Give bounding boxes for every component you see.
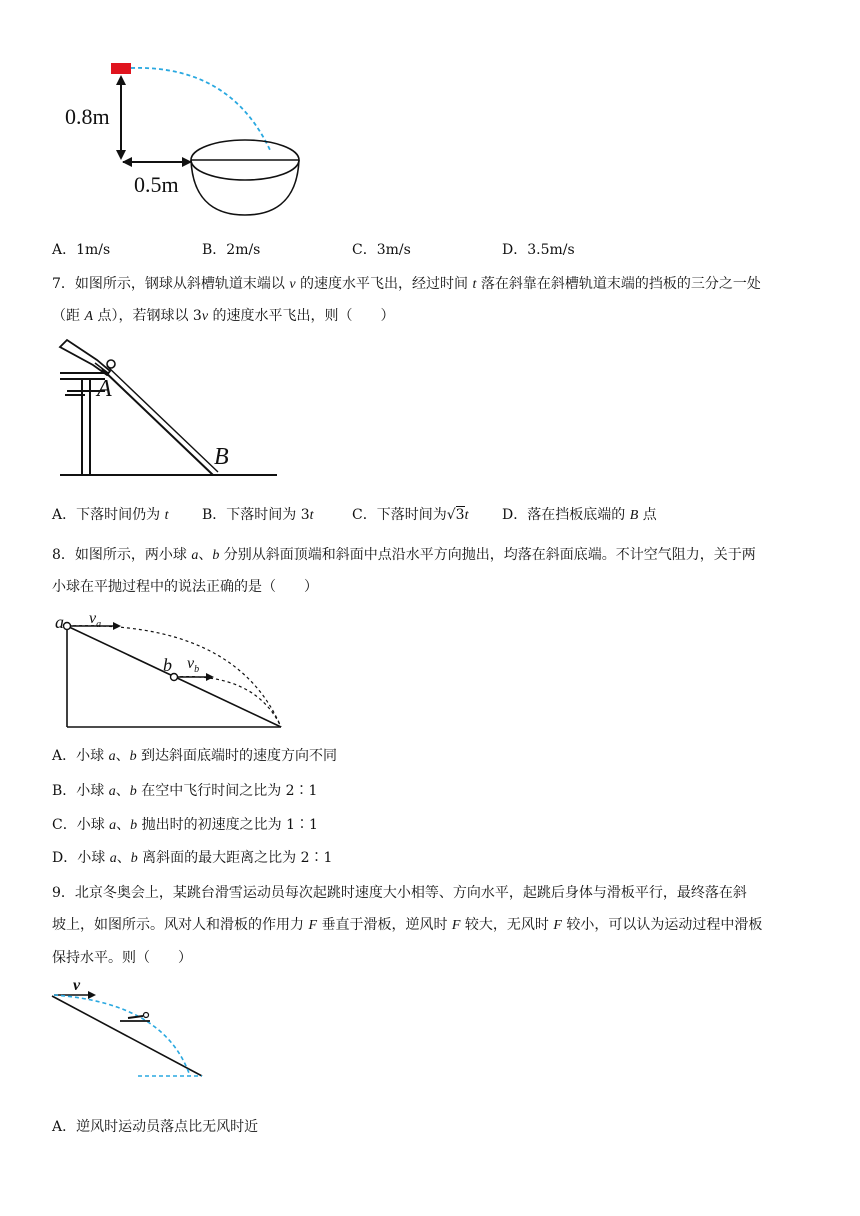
q6-figure — [60, 55, 320, 225]
q9-stem-line2: 坡上，如图所示。风对人和滑板的作用力 F 垂直于滑板，逆风时 F 较大，无风时 F 较小，可以认为运动过程中滑板 — [52, 917, 763, 933]
q8-option-b: B．小球 a、b 在空中飞行时间之比为 2∶1 — [52, 783, 318, 799]
q8-stem-line1: 8．如图所示，两小球 a、b 分别从斜面顶端和斜面中点沿水平方向抛出，均落在斜面底端。不计空气阻力，关于两 — [52, 547, 756, 563]
baffle — [102, 369, 213, 475]
q8-label-va: $v_a$ — [89, 610, 102, 631]
q7-stem-line1: 7．如图所示，钢球从斜槽轨道末端以 v 的速度水平飞出，经过时间 t 落在斜靠在斜槽轨道末端的挡板的三分之一处 — [52, 276, 761, 292]
q7-figure — [55, 335, 285, 480]
q7-label-a: A — [97, 376, 112, 402]
ski-slope — [52, 996, 202, 1076]
q7-option-b: B．下落时间为 3t — [202, 507, 314, 523]
projectile-block — [111, 63, 131, 74]
q6-option-b: B．2m/s — [202, 242, 261, 258]
q8-label-a: a — [55, 612, 64, 632]
q7-option-a: A．下落时间仍为 t — [52, 507, 169, 523]
q9-stem-line3: 保持水平。则（ ） — [52, 950, 192, 966]
distance-label: 0.5m — [134, 172, 179, 197]
sqrt-sign: √ — [446, 507, 456, 523]
q8-figure — [55, 612, 295, 737]
q9-stem-line1: 9．北京冬奥会上，某跳台滑雪运动员每次起跳时速度大小相等、方向水平，起跳后身体与滑板平行，最终落在斜 — [52, 885, 747, 901]
q8-stem-line2: 小球在平抛过程中的说法正确的是（ ） — [52, 579, 318, 595]
q6-option-c: C．3m/s — [352, 242, 411, 258]
q6-option-d: D．3.5m/s — [502, 242, 575, 258]
height-label: 0.8m — [65, 104, 110, 129]
q8-option-c: C．小球 a、b 抛出时的初速度之比为 1∶1 — [52, 817, 318, 833]
q7-label-b: B — [214, 444, 229, 470]
q9-option-a: A．逆风时运动员落点比无风时近 — [52, 1119, 259, 1135]
bowl-body — [191, 160, 299, 215]
q7-option-d: D．落在挡板底端的 B 点 — [502, 507, 657, 523]
q7-stem-line2: （距 A 点），若钢球以 3v 的速度水平飞出，则（ ） — [52, 308, 395, 324]
q8-option-a: A．小球 a、b 到达斜面底端时的速度方向不同 — [52, 748, 338, 764]
q8-label-vb: $v_b$ — [187, 655, 200, 676]
q8-label-b: b — [163, 655, 172, 675]
q8-option-d: D．小球 a、b 离斜面的最大距离之比为 2∶1 — [52, 850, 333, 866]
q9-label-v: v — [73, 977, 81, 994]
trajectory-curve — [131, 68, 270, 150]
skier-body — [128, 1016, 143, 1018]
q6-option-a: A．1m/s — [52, 242, 111, 258]
q7-option-c: C．下落时间为√3t — [352, 507, 469, 523]
ball-a — [64, 623, 71, 630]
